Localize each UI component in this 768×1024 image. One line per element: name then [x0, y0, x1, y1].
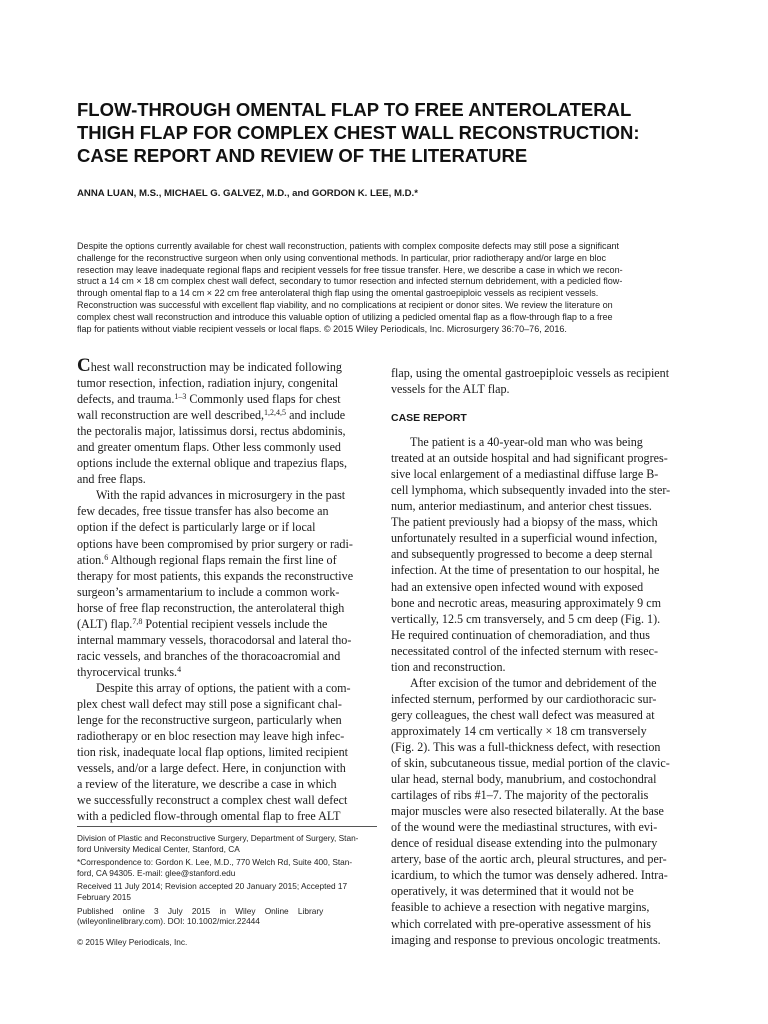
- title-line: CASE REPORT AND REVIEW OF THE LITERATURE: [77, 145, 528, 166]
- citation-superscript: 4: [177, 664, 182, 674]
- body-line: bone and necrotic areas, measuring approximately 9 cm: [391, 595, 661, 610]
- body-line: options include the external oblique and trapezius flaps,: [77, 456, 348, 471]
- affiliation-line: ford University Medical Center, Stanford, CA: [77, 843, 240, 854]
- body-line: With the rapid advances in microsurgery in the past: [96, 488, 346, 503]
- received-line: Received 11 July 2014; Revision accepted 20 January 2015; Accepted 17: [77, 881, 348, 892]
- body-line: Chest wall reconstruction may be indicated following: [77, 355, 342, 376]
- body-line: with a pedicled flow-through omental flap to free ALT: [77, 809, 341, 824]
- body-line: ular head, sternal body, manubrium, and costochondral: [391, 772, 657, 787]
- body-line: of skin, subcutaneous tissue, medial portion of the clavic-: [391, 756, 670, 771]
- correspondence-line: ford, CA 94305. E-mail: glee@stanford.edu: [77, 867, 236, 878]
- body-line: After excision of the tumor and debridement of the: [410, 675, 657, 690]
- body-line: num, anterior mediastinum, and anterior chest tissues.: [391, 499, 652, 514]
- body-line: Despite this array of options, the patient with a com-: [96, 680, 351, 695]
- body-line: artery, base of the aortic arch, pleural structures, and per-: [391, 852, 667, 867]
- abstract-line: struct a 14 cm × 18 cm complex chest wall defect, secondary to tumor resection and infected sternum debridement, with a pedicled flow-: [77, 276, 623, 287]
- title-line: FLOW-THROUGH OMENTAL FLAP TO FREE ANTEROLATERAL: [77, 99, 632, 120]
- abstract-line: resection may leave inadequate regional flaps and recipient vessels for free tissue transfer. Here, we describe a case in which we recon-: [77, 264, 623, 275]
- published-line: (wileyonlinelibrary.com). DOI: 10.1002/micr.22444: [77, 916, 260, 927]
- footnote-divider: [77, 826, 377, 827]
- body-line: a review of the literature, we describe a case in which: [77, 777, 337, 792]
- affiliation-line: Division of Plastic and Reconstructive Surgery, Department of Surgery, Stan-: [77, 833, 359, 843]
- body-line: The patient previously had a biopsy of the mass, which: [391, 515, 658, 530]
- abstract-line: Reconstruction was successful with excellent flap viability, and no complications at recipient or donor sites. We review the literature on: [77, 299, 613, 310]
- body-line: vertically, 12.5 cm transversely, and 5 cm deep (Fig. 1).: [391, 611, 661, 626]
- body-line: tion risk, inadequate local flap options, limited recipient: [77, 745, 349, 760]
- body-line: vessels for the ALT flap.: [391, 382, 510, 397]
- body-line: defects, and trauma.$^{1-3}$ Commonly used flaps for chest: [77, 392, 341, 407]
- body-line: horse of free flap reconstruction, the anterolateral thigh: [77, 600, 345, 615]
- body-line: wall reconstruction are well described,$^{1,2,4,5}$ and include: [77, 408, 346, 423]
- body-line: and free flaps.: [77, 472, 146, 487]
- abstract-line: Despite the options currently available for chest wall reconstruction, patients with complex composite defects may still pose a significant: [77, 241, 620, 251]
- author-list: ANNA LUAN, M.S., MICHAEL G. GALVEZ, M.D., and GORDON K. LEE, M.D.*: [77, 188, 418, 199]
- body-line: (Fig. 2). This was a full-thickness defect, with resection: [391, 739, 661, 754]
- body-line: unfortunately resulted in a superficial wound infection,: [391, 531, 658, 546]
- body-line: infection. At the time of presentation to our hospital, he: [391, 563, 660, 578]
- citation-superscript: 6: [104, 552, 109, 562]
- body-line: necessitated control of the infected sternum with resec-: [391, 643, 658, 658]
- body-line: tumor resection, infection, radiation injury, congenital: [77, 376, 339, 391]
- citation-superscript: 1–3: [174, 392, 187, 402]
- body-line: dence of residual disease extending into the pulmonary: [391, 836, 658, 851]
- body-line: tion and reconstruction.: [391, 659, 506, 674]
- body-line: (ALT) flap.$^{7,8}$ Potential recipient vessels include the: [77, 616, 328, 631]
- body-line: plex chest wall defect may still pose a significant chal-: [77, 696, 342, 711]
- body-line: option if the defect is particularly large or if local: [77, 520, 316, 535]
- body-line: operatively, it was determined that it would not be: [391, 884, 634, 899]
- article-title: [77, 98, 697, 167]
- body-line: approximately 14 cm vertically × 18 cm transversely: [391, 723, 647, 738]
- body-line: imaging and response to previous oncologic treatments.: [391, 932, 661, 947]
- body-line: few decades, free tissue transfer has also become an: [77, 504, 329, 519]
- body-line: and greater omentum flaps. Other less commonly used: [77, 440, 341, 455]
- body-line: which correlated with pre-operative assessment of his: [391, 916, 651, 931]
- body-column-left: [77, 355, 377, 824]
- correspondence-line: *Correspondence to: Gordon K. Lee, M.D., 770 Welch Rd, Suite 400, Stan-: [77, 857, 353, 868]
- body-line: we successfully reconstruct a complex chest wall defect: [77, 793, 348, 808]
- abstract: [77, 241, 697, 335]
- body-line: The patient is a 40-year-old man who was being: [410, 435, 643, 450]
- abstract-line: flap for patients without viable recipient vessels or local flaps. © 2015 Wiley Periodicals, Inc. Microsurgery 36:70–76, 2016.: [77, 323, 567, 334]
- footnotes: [77, 833, 382, 927]
- citation-superscript: 1,2,4,5: [264, 408, 287, 418]
- body-line: icardium, to which the tumor was densely adhered. Intra-: [391, 868, 668, 883]
- published-line: Published online 3 July 2015 in Wiley Online Library: [77, 905, 324, 916]
- body-line: treated at an outside hospital and had significant progres-: [391, 451, 668, 466]
- body-line: the pectoralis major, latissimus dorsi, rectus abdominis,: [77, 424, 346, 439]
- body-line: major muscles were also resected bilaterally. At the base: [391, 804, 664, 819]
- body-line: cell lymphoma, which subsequently invaded into the ster-: [391, 483, 671, 498]
- copyright-notice: © 2015 Wiley Periodicals, Inc.: [77, 937, 188, 947]
- body-line: thyrocervical trunks.$^4$: [77, 664, 182, 679]
- body-line: options have been compromised by prior surgery or radi-: [77, 536, 353, 551]
- body-line: of the wound were the mediastinal structures, with evi-: [391, 820, 658, 835]
- body-line: lenge for the reconstructive surgeon, particularly when: [77, 713, 342, 728]
- body-line: radiotherapy or en bloc resection may leave high infec-: [77, 729, 345, 744]
- citation-superscript: 7,8: [132, 616, 143, 626]
- body-line: and subsequently progressed to become a deep sternal: [391, 547, 653, 562]
- body-line: infected sternum, performed by our cardiothoracic sur-: [391, 691, 657, 706]
- received-line: February 2015: [77, 891, 131, 902]
- title-line: THIGH FLAP FOR COMPLEX CHEST WALL RECONSTRUCTION:: [77, 122, 640, 143]
- body-line: cartilages of ribs #1–7. The majority of the pectoralis: [391, 788, 649, 803]
- body-column-right: [391, 365, 697, 948]
- body-line: vessels, and/or a large defect. Here, in conjunction with: [77, 761, 346, 776]
- body-line: flap, using the omental gastroepiploic vessels as recipient: [391, 366, 670, 380]
- abstract-line: complex chest wall reconstruction and introduce this valuable option of utilizing a pedicled omental flap as a flow-through flap to a free: [77, 311, 613, 322]
- body-line: He required continuation of chemoradiation, and thus: [391, 627, 650, 642]
- abstract-line: through omental flap to a 14 cm × 22 cm free anterolateral thigh flap using the omental gastroepiploic vessels as recipient vessels.: [77, 288, 599, 299]
- abstract-line: challenge for the reconstructive surgeon when only using conventional methods. In particular, prior radiotherapy and/or large en bloc: [77, 252, 607, 263]
- body-line: feasible to achieve a resection with negative margins,: [391, 900, 650, 915]
- body-line: surgeon’s armamentarium to include a common work-: [77, 584, 340, 599]
- body-line: internal mammary vessels, thoracodorsal and lateral tho-: [77, 632, 352, 647]
- section-heading: CASE REPORT: [391, 412, 467, 425]
- body-line: sive local enlargement of a mediastinal diffuse large B-: [391, 467, 659, 482]
- body-line: ation.$^6$ Although regional flaps remain the first line of: [77, 552, 337, 567]
- drop-cap: C: [77, 355, 91, 376]
- body-line: had an extensive open infected wound with exposed: [391, 579, 644, 594]
- body-line: racic vessels, and branches of the thoracoacromial and: [77, 648, 341, 663]
- body-line: therapy for most patients, this expands the reconstructive: [77, 568, 354, 583]
- body-line: gery colleagues, the chest wall defect was measured at: [391, 707, 655, 722]
